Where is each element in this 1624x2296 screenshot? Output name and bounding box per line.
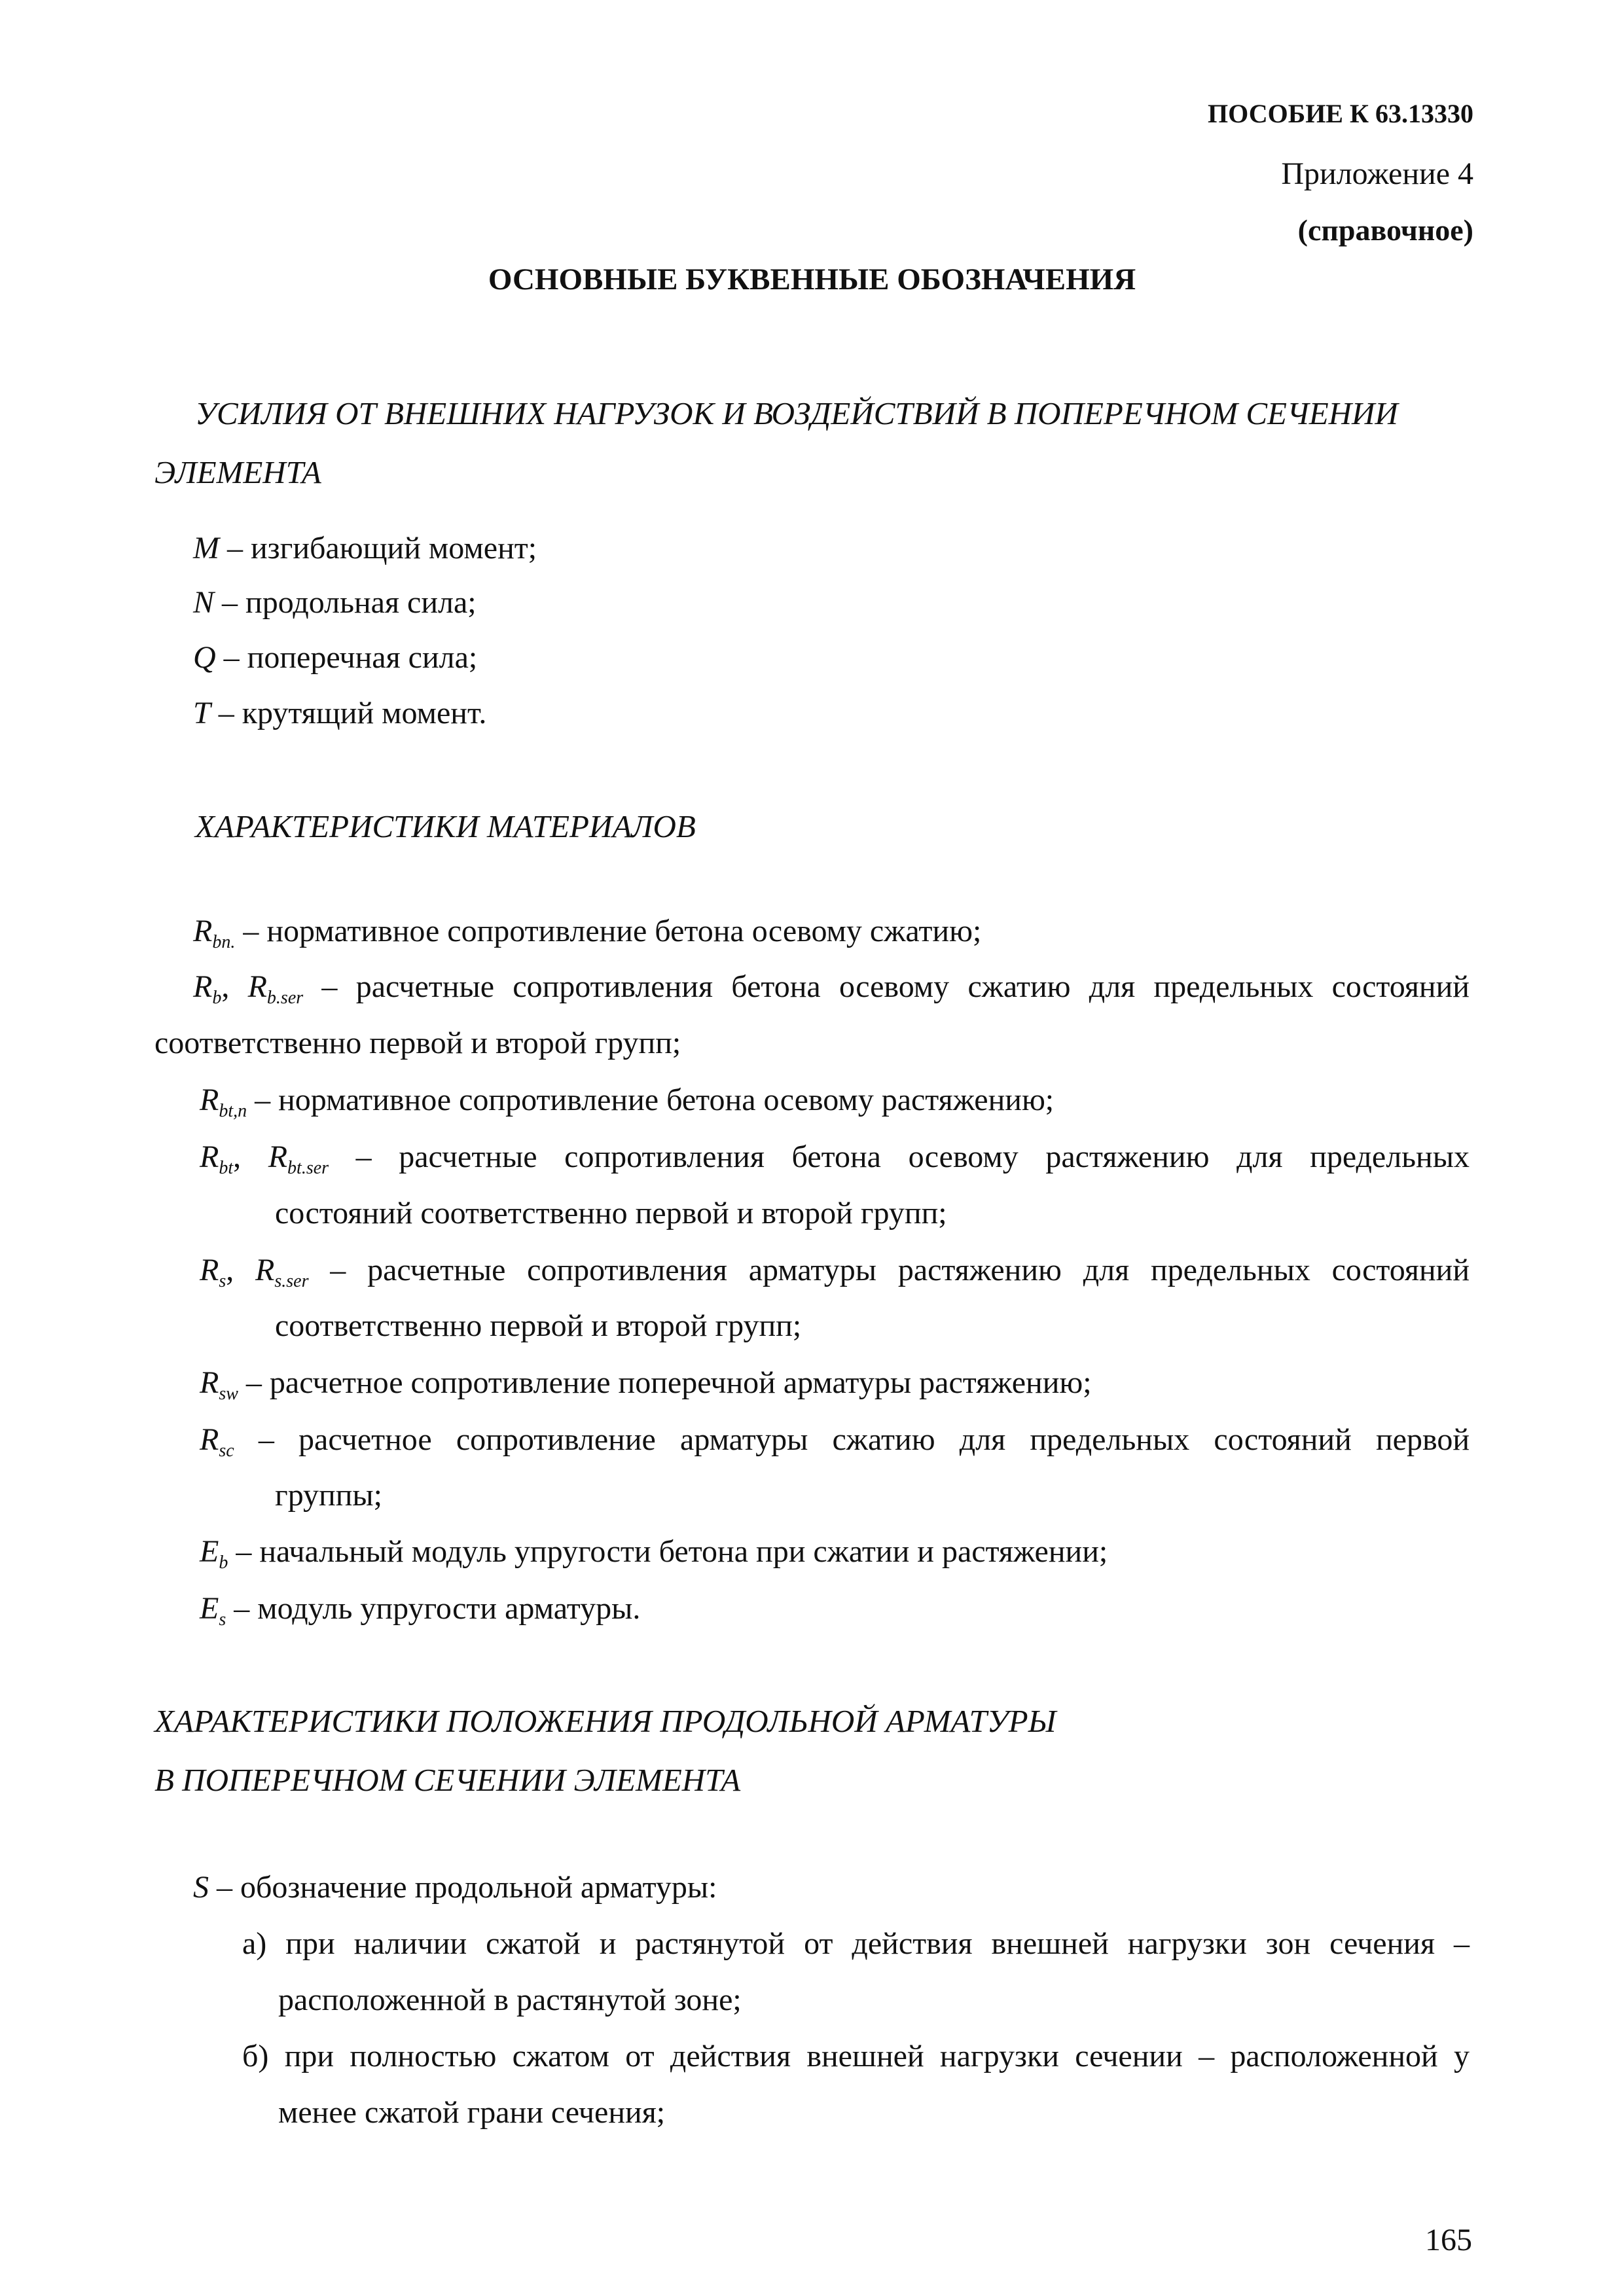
list-item: S – обозначение продольной арматуры:	[193, 1870, 717, 1905]
appendix-label: Приложение 4	[1281, 156, 1473, 191]
section-heading-forces-l1: УСИЛИЯ ОТ ВНЕШНИХ НАГРУЗОК И ВОЗДЕЙСТВИЙ В ПОПЕРЕЧНОМ СЕЧЕНИИ	[195, 395, 1398, 431]
section-heading-position-l2: В ПОПЕРЕЧНОМ СЕЧЕНИИ ЭЛЕМЕНТА	[154, 1762, 741, 1798]
page-title: ОСНОВНЫЕ БУКВЕННЫЕ ОБОЗНАЧЕНИЯ	[488, 262, 1136, 296]
list-item: M – изгибающий момент;	[193, 531, 537, 565]
list-item-continuation: состояний соответственно первой и второй групп;	[275, 1196, 947, 1230]
section-heading-forces-l2: ЭЛЕМЕНТА	[154, 454, 321, 490]
list-item-continuation: соответственно первой и второй групп;	[154, 1026, 681, 1060]
list-item-continuation: группы;	[275, 1478, 383, 1513]
list-item: а) при наличии сжатой и растянутой от действия внешней нагрузки зон сечения –	[242, 1926, 1470, 1961]
list-item-continuation: соответственно первой и второй групп;	[275, 1308, 802, 1343]
appendix-type: (справочное)	[1297, 213, 1473, 247]
list-item: T – крутящий момент.	[193, 696, 487, 730]
section-heading-materials: ХАРАКТЕРИСТИКИ МАТЕРИАЛОВ	[195, 808, 696, 844]
list-item: б) при полностью сжатом от действия внешней нагрузки сечении – расположенной у	[242, 2039, 1470, 2073]
list-item: N – продольная сила;	[193, 585, 477, 620]
list-item: $R_{sc}$ – расчетное сопротивление арматуры сжатию для предельных состояний первой	[200, 1422, 1470, 1461]
section-heading-position-l1: ХАРАКТЕРИСТИКИ ПОЛОЖЕНИЯ ПРОДОЛЬНОЙ АРМАТУРЫ	[154, 1703, 1056, 1739]
list-item-continuation: менее сжатой грани сечения;	[278, 2095, 666, 2130]
list-item: $R_{bt,n}$ – нормативное сопротивление бетона осевому растяжению;	[200, 1083, 1055, 1121]
list-item: $E_b$ – начальный модуль упругости бетона при сжатии и растяжении;	[200, 1534, 1108, 1573]
list-item-continuation: расположенной в растянутой зоне;	[278, 1982, 742, 2017]
document-code: ПОСОБИЕ К 63.13330	[1208, 99, 1473, 128]
list-item: $R_b$, $R_{b.ser}$ – расчетные сопротивления бетона осевому сжатию для предельных состояний	[193, 969, 1470, 1008]
list-item: $R_{sw}$ – расчетное сопротивление поперечной арматуры растяжению;	[200, 1365, 1092, 1404]
list-item: $R_{bn.}$ – нормативное сопротивление бетона осевому сжатию;	[193, 914, 982, 952]
list-item: Q – поперечная сила;	[193, 640, 478, 675]
list-item: $R_{bt}$, $R_{bt.ser}$ – расчетные сопротивления бетона осевому растяжению для предельных	[200, 1139, 1470, 1178]
list-item: $E_s$ – модуль упругости арматуры.	[200, 1591, 641, 1630]
page-number: 165	[1425, 2223, 1472, 2257]
list-item: $R_s$, $R_{s.ser}$ – расчетные сопротивления арматуры растяжению для предельных состояний	[200, 1253, 1470, 1291]
